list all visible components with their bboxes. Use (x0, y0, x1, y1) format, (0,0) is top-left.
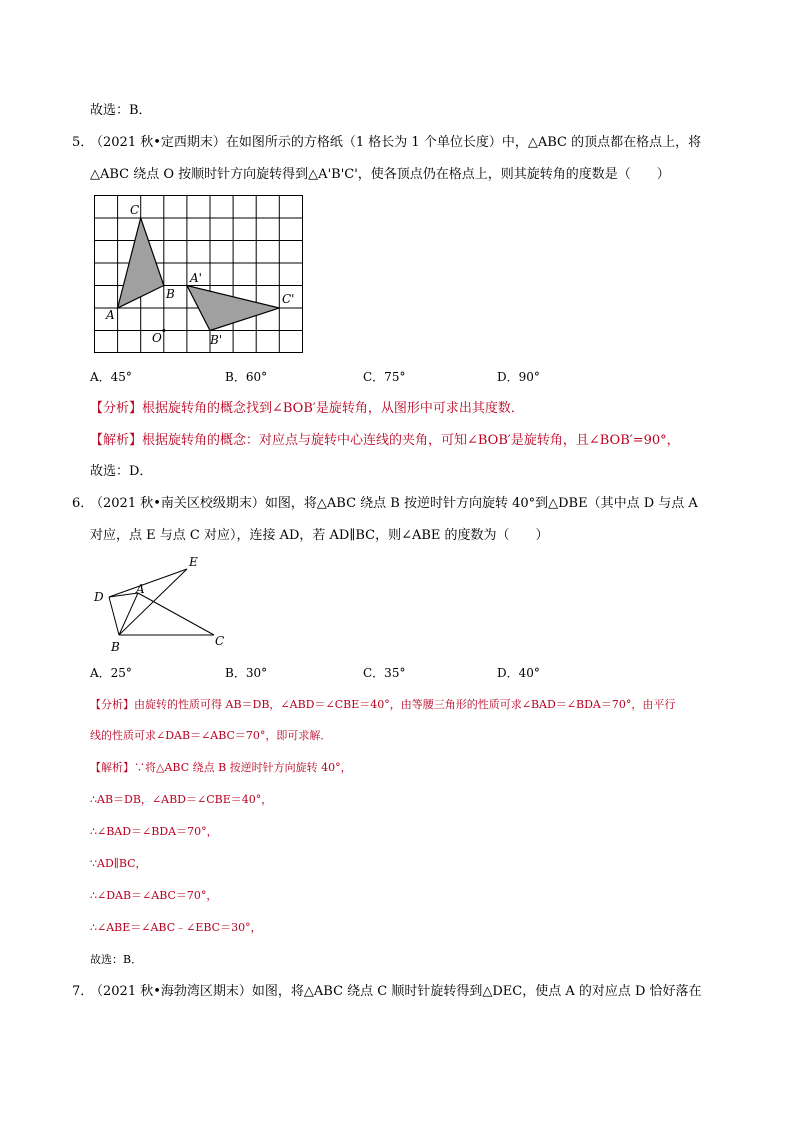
q5-choice-a: A．45° (90, 370, 132, 384)
q5-grid-figure (88, 190, 318, 358)
q7-stem-line1: （2021 秋•海勃湾区期末）如图，将△ABC 绕点 C 顺时针旋转得到△DEC，使点 A 的对应点 D 恰好落在 (90, 984, 702, 999)
label-a-prime: A' (190, 271, 202, 285)
q6-number: 6． (72, 496, 94, 511)
q6-rotation-figure (90, 553, 240, 653)
q6-choice-d: D．40° (497, 666, 540, 680)
q6-answer: 故选：B． (90, 953, 143, 966)
q6-solution-line4: ∵AD∥BC， (90, 857, 147, 870)
q5-number: 5． (72, 135, 94, 150)
q5-choice-c: C．75° (363, 370, 406, 384)
point-o (162, 329, 165, 332)
q5-choice-b: B．60° (225, 370, 268, 384)
q5-stem-line1: （2021 秋•定西期末）在如图所示的方格纸（1 格长为 1 个单位长度）中，△ABC 的顶点都在格点上，将 (90, 135, 702, 150)
q6-solution-line1: 【解析】∵将△ABC 绕点 B 按逆时针方向旋转 40°， (90, 761, 352, 774)
q6-analysis-line2: 线的性质可求∠DAB＝∠ABC＝70°，即可求解． (90, 729, 332, 742)
q6-choice-a: A．25° (90, 666, 132, 680)
q6-choice-c: C．35° (363, 666, 406, 680)
label-c-prime: C' (282, 292, 295, 306)
q6-choice-b: B．30° (225, 666, 268, 680)
q7-number: 7． (72, 984, 94, 999)
q6-analysis-line1: 【分析】由旋转的性质可得 AB＝DB，∠ABD＝∠CBE＝40°，由等腰三角形的性质可求∠BAD＝∠BDA＝70°，由平行 (90, 698, 676, 711)
label-d: D (94, 590, 104, 604)
q6-solution-line5: ∴∠DAB＝∠ABC＝70°， (90, 889, 218, 902)
label-c: C (215, 634, 225, 648)
label-o: O (152, 331, 162, 345)
label-b: B (111, 640, 120, 653)
q6-solution-line6: ∴∠ABE＝∠ABC﹣∠EBC＝30°， (90, 921, 262, 934)
q6-solution-line3: ∴∠BAD＝∠BDA＝70°， (90, 825, 218, 838)
label-e: E (189, 555, 198, 569)
q5-stem-line2: △ABC 绕点 O 按顺时针方向旋转得到△A'B'C'，使各顶点仍在格点上，则其旋转角的度数是（ ） (90, 167, 670, 182)
q5-answer: 故选：D． (90, 464, 153, 479)
label-b-prime: B' (210, 333, 223, 347)
q6-stem-line2: 对应，点 E 与点 C 对应），连接 AD，若 AD∥BC，则∠ABE 的度数为（ ） (90, 528, 549, 543)
previous-answer: 故选：B． (90, 103, 152, 118)
label-a: A (136, 582, 145, 596)
q5-choice-d: D．90° (497, 370, 540, 384)
q6-stem-line1: （2021 秋•南关区校级期末）如图，将△ABC 绕点 B 按逆时针方向旋转 40°到△DBE（其中点 D 与点 A (90, 496, 698, 511)
label-b: B (166, 287, 175, 301)
label-c: C (130, 203, 140, 217)
label-a: A (106, 308, 115, 322)
q5-analysis: 【分析】根据旋转角的概念找到∠BOB′是旋转角，从图形中可求出其度数． (90, 401, 524, 416)
q6-solution-line2: ∴AB＝DB，∠ABD＝∠CBE＝40°， (90, 793, 273, 806)
q5-solution: 【解析】根据旋转角的概念：对应点与旋转中心连线的夹角，可知∠BOB′是旋转角，且∠BOB′=90°， (90, 433, 680, 448)
